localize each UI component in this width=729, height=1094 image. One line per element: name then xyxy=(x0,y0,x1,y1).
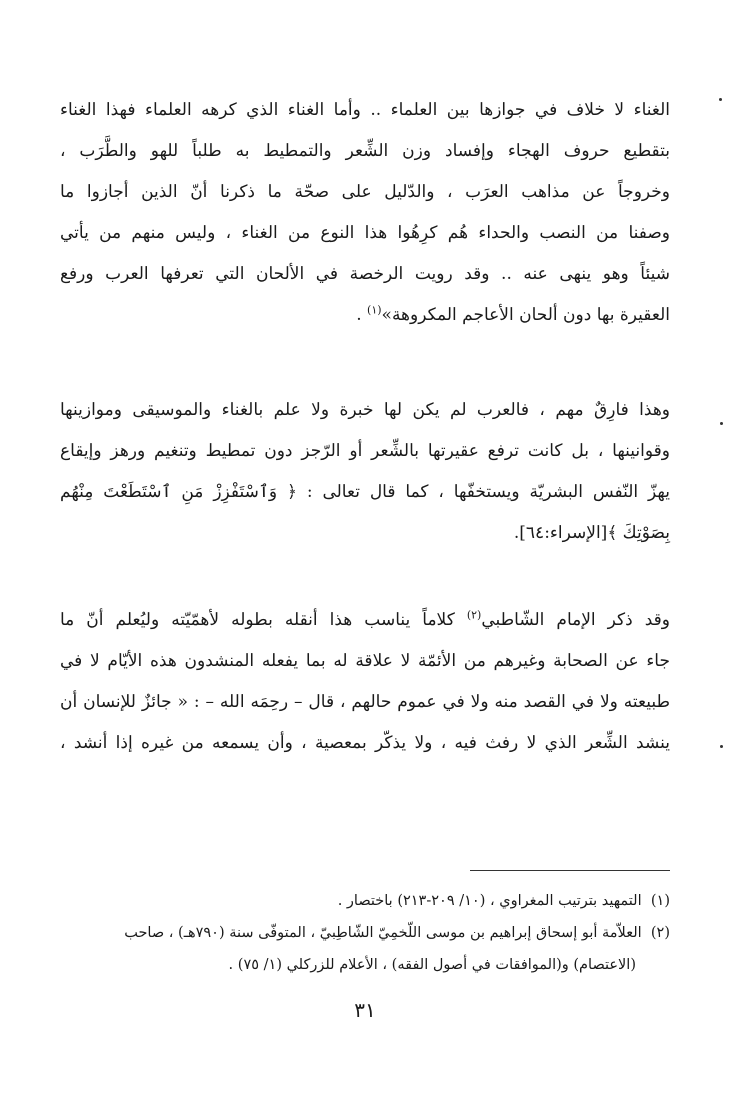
text-line xyxy=(60,600,670,641)
text-line: بتقطيع حروف الهجاء وإفساد وزن الشِّعر والتمطيط به طلباً للهو والطَّرَب ، xyxy=(60,141,671,161)
footnote-2 xyxy=(60,917,670,949)
scan-mark xyxy=(720,422,723,425)
text-line-last xyxy=(60,513,670,554)
footnote-ref-1[interactable]: (١) xyxy=(367,303,382,317)
text-line: جاء عن الصحابة وغيرهم من الأئمّة لا علاقة له بما يفعله المنشدون هذه الأيّام لا في xyxy=(60,651,670,671)
scan-mark xyxy=(720,745,723,748)
text-line: وقوانينها ، بل كانت ترفع عقيرتها بالشِّعر أو الرّجز دون تمطيط وتنغيم ورهز وإيقاع xyxy=(60,441,670,461)
quran-verse-part2: بِصَوْتِكَ ﴾ xyxy=(607,523,670,543)
text-segment: وقد ذكر الإمام الشّاطبي xyxy=(481,610,670,630)
text-line-with-verse xyxy=(60,472,670,513)
text-line-last xyxy=(60,295,670,336)
verse-reference: [الإسراء:٦٤]. xyxy=(513,523,608,543)
footnote-number: (١) xyxy=(650,893,670,909)
footnotes xyxy=(60,885,670,981)
paragraph-1 xyxy=(60,90,670,336)
text-line: شيئاً وهو ينهى عنه .. وقد رويت الرخصة في الألحان التي تعرفها العرب ورفع xyxy=(60,264,670,284)
footnote-divider xyxy=(470,870,670,871)
footnote-ref-2[interactable]: (٢) xyxy=(466,608,482,622)
text-segment: يهزّ النّفس البشريّة ويستخفّها ، كما قال تعالى : xyxy=(306,482,670,502)
text-line: الغناء لا خلاف في جوازها بين العلماء .. وأما الغناء الذي كرهه العلماء فهذا الغناء xyxy=(60,100,670,120)
footnote-text: العلاّمة أبو إسحاق إبراهيم بن موسى اللّخمِيّ الشّاطِبيّ ، المتوفّى سنة (٧٩٠هـ) ، صاحب xyxy=(124,925,642,941)
footnote-number: (٢) xyxy=(650,925,670,941)
text-line: وخروجاً عن مذاهب العرَب ، والدّليل على صحّة ما ذكرنا أنّ الذين أجازوا ما xyxy=(60,182,670,202)
paragraph-2 xyxy=(60,390,670,554)
text-segment: . xyxy=(356,305,368,325)
footnote-text: التمهيد بترتيب المغراوي ، (١٠/ ٢٠٩-٢١٣) باختصار . xyxy=(337,893,642,909)
text-line: طبيعته ولا في القصد منه ولا في عموم حالهم ، قال – رحِمَه الله – : « جائزٌ للإنسان أن xyxy=(60,692,670,712)
text-line: وهذا فارِقٌ مهم ، فالعرب لم يكن لها خبرة ولا علم بالغناء والموسيقى وموازينها xyxy=(60,400,670,420)
quran-verse-part1: ﴿ وَٱسْتَفْزِزْ مَنِ ٱسْتَطَعْتَ مِنْهُم xyxy=(60,482,297,502)
page-number: ٣١ xyxy=(354,998,376,1022)
scan-mark xyxy=(719,98,722,101)
page xyxy=(60,90,670,1080)
footnote-1 xyxy=(60,885,670,917)
footnote-2-continuation: (الاعتصام) و(الموافقات في أصول الفقه) ، الأعلام للزركلي (١/ ٧٥) . xyxy=(228,957,636,973)
text-line: وصفنا من النصب والحداء هُم كرِهُوا هذا النوع من الغناء ، وليس منهم من يأتي xyxy=(60,223,670,243)
text-segment: كلاماً يناسب هذا أنقله بطوله لأهمّيّته وليُعلم أنّ ما xyxy=(60,610,467,630)
text-segment: العقيرة بها دون ألحان الأعاجم المكروهة» xyxy=(381,305,670,325)
paragraph-3 xyxy=(60,600,670,764)
text-line: ينشد الشِّعر الذي لا رفث فيه ، ولا يذكّر بمعصية ، وأن يسمعه من غيره إذا أنشد ، xyxy=(60,733,670,753)
